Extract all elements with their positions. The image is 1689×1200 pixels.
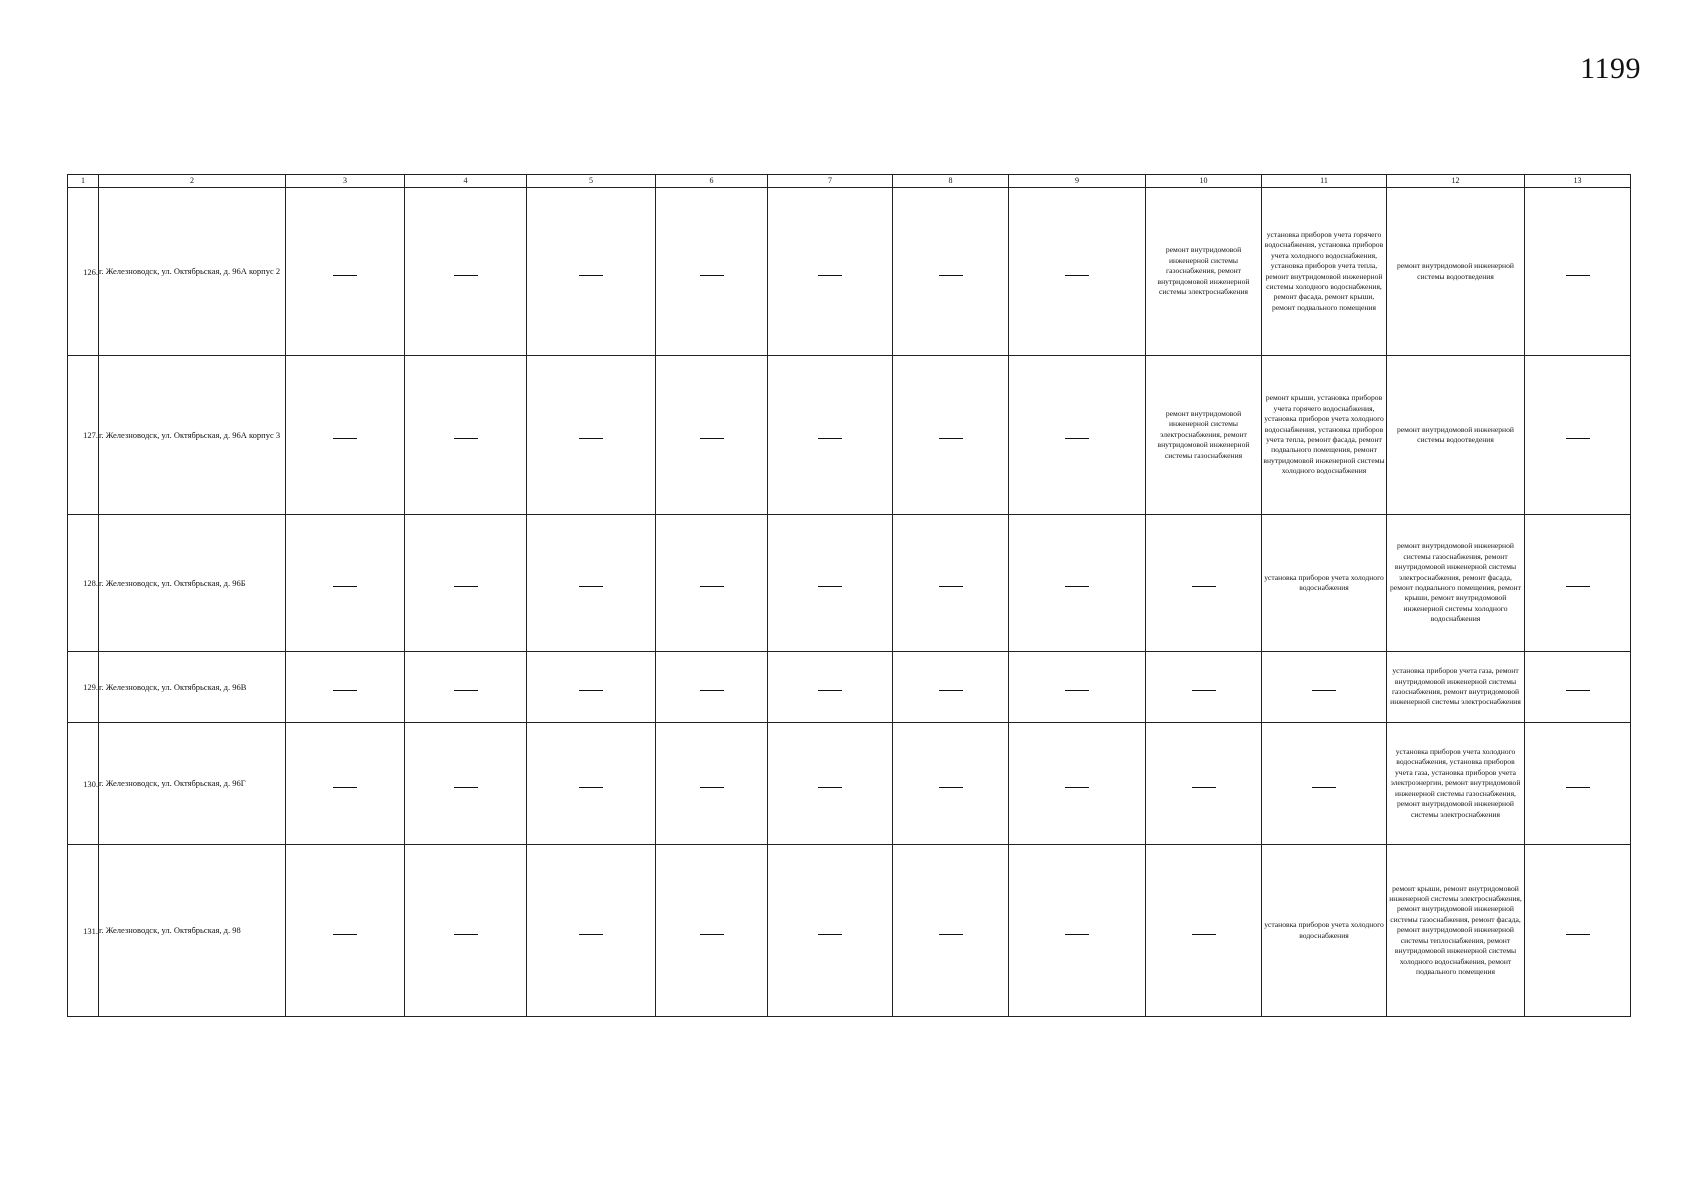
dash-mark bbox=[700, 586, 724, 587]
dash-mark bbox=[1312, 690, 1336, 691]
empty-cell bbox=[286, 845, 405, 1017]
dash-mark bbox=[1566, 586, 1590, 587]
dash-mark bbox=[1566, 934, 1590, 935]
table-row bbox=[68, 188, 1631, 356]
column-number-cell: 13 bbox=[1525, 175, 1631, 188]
dash-mark bbox=[939, 934, 963, 935]
address-cell: г. Железноводск, ул. Октябрьская, д. 96В bbox=[99, 652, 286, 723]
empty-cell bbox=[1262, 723, 1387, 845]
empty-cell bbox=[893, 845, 1009, 1017]
dash-mark bbox=[579, 690, 603, 691]
empty-cell bbox=[1009, 845, 1146, 1017]
dash-mark bbox=[1065, 787, 1089, 788]
empty-cell bbox=[768, 515, 893, 652]
dash-mark bbox=[454, 690, 478, 691]
empty-cell bbox=[286, 652, 405, 723]
empty-cell bbox=[893, 356, 1009, 515]
empty-cell bbox=[1146, 652, 1262, 723]
column-number-cell: 12 bbox=[1387, 175, 1525, 188]
empty-cell bbox=[527, 515, 656, 652]
works-cell-col12: установка приборов учета газа, ремонт внутридомовой инженерной системы газоснабжения, ремонт внутридомовой инженерной системы электроснабжения bbox=[1387, 652, 1525, 723]
column-number-cell: 9 bbox=[1009, 175, 1146, 188]
empty-cell bbox=[893, 515, 1009, 652]
empty-cell bbox=[1525, 515, 1631, 652]
works-cell-col11: ремонт крыши, установка приборов учета горячего водоснабжения, установка приборов учета холодного водоснабжения, установка приборов учета тепла, ремонт фасада, ремонт подвального помещения, ремонт внутридомовой инженерной системы холодного водоснабжения bbox=[1262, 356, 1387, 515]
row-number: 131. bbox=[68, 845, 99, 1017]
empty-cell bbox=[527, 356, 656, 515]
works-cell-col12: ремонт внутридомовой инженерной системы водоотведения bbox=[1387, 188, 1525, 356]
dash-mark bbox=[454, 586, 478, 587]
empty-cell bbox=[405, 188, 527, 356]
table-row bbox=[68, 723, 1631, 845]
column-number-cell: 3 bbox=[286, 175, 405, 188]
dash-mark bbox=[818, 690, 842, 691]
empty-cell bbox=[527, 723, 656, 845]
table-row bbox=[68, 515, 1631, 652]
column-number-cell: 5 bbox=[527, 175, 656, 188]
dash-mark bbox=[700, 934, 724, 935]
dash-mark bbox=[1192, 787, 1216, 788]
dash-mark bbox=[454, 787, 478, 788]
dash-mark bbox=[1192, 934, 1216, 935]
works-cell-col10: ремонт внутридомовой инженерной системы электроснабжения, ремонт внутридомовой инженерной системы газоснабжения bbox=[1146, 356, 1262, 515]
dash-mark bbox=[454, 934, 478, 935]
empty-cell bbox=[1146, 845, 1262, 1017]
dash-mark bbox=[939, 586, 963, 587]
table-row bbox=[68, 356, 1631, 515]
empty-cell bbox=[1525, 356, 1631, 515]
row-number: 128. bbox=[68, 515, 99, 652]
empty-cell bbox=[1525, 188, 1631, 356]
dash-mark bbox=[579, 275, 603, 276]
empty-cell bbox=[527, 652, 656, 723]
empty-cell bbox=[405, 723, 527, 845]
empty-cell bbox=[1525, 723, 1631, 845]
empty-cell bbox=[1009, 188, 1146, 356]
dash-mark bbox=[939, 690, 963, 691]
row-number: 130. bbox=[68, 723, 99, 845]
empty-cell bbox=[1525, 845, 1631, 1017]
dash-mark bbox=[1065, 438, 1089, 439]
column-number-cell: 11 bbox=[1262, 175, 1387, 188]
empty-cell bbox=[1146, 723, 1262, 845]
column-number-cell: 4 bbox=[405, 175, 527, 188]
empty-cell bbox=[768, 845, 893, 1017]
empty-cell bbox=[656, 515, 768, 652]
column-number-cell: 10 bbox=[1146, 175, 1262, 188]
empty-cell bbox=[893, 652, 1009, 723]
dash-mark bbox=[333, 275, 357, 276]
empty-cell bbox=[768, 652, 893, 723]
address-cell: г. Железноводск, ул. Октябрьская, д. 96А корпус 3 bbox=[99, 356, 286, 515]
dash-mark bbox=[579, 586, 603, 587]
empty-cell bbox=[656, 723, 768, 845]
column-number-cell: 1 bbox=[68, 175, 99, 188]
empty-cell bbox=[286, 515, 405, 652]
empty-cell bbox=[1009, 723, 1146, 845]
empty-cell bbox=[656, 356, 768, 515]
dash-mark bbox=[333, 586, 357, 587]
dash-mark bbox=[818, 586, 842, 587]
row-number: 129. bbox=[68, 652, 99, 723]
row-number: 126. bbox=[68, 188, 99, 356]
empty-cell bbox=[768, 356, 893, 515]
dash-mark bbox=[579, 934, 603, 935]
dash-mark bbox=[454, 438, 478, 439]
empty-cell bbox=[286, 188, 405, 356]
empty-cell bbox=[1146, 515, 1262, 652]
dash-mark bbox=[818, 934, 842, 935]
dash-mark bbox=[700, 438, 724, 439]
dash-mark bbox=[939, 438, 963, 439]
empty-cell bbox=[768, 723, 893, 845]
works-cell-col12: ремонт крыши, ремонт внутридомовой инженерной системы электроснабжения, ремонт внутридомовой инженерной системы газоснабжения, ремонт фасада, ремонт внутридомовой инженерной системы теплоснабжения, ремонт внутридомовой инженерной системы холодного водоснабжения, ремонт подвального помещения bbox=[1387, 845, 1525, 1017]
works-cell-col12: ремонт внутридомовой инженерной системы газоснабжения, ремонт внутридомовой инженерной системы электроснабжения, ремонт фасада, ремонт подвального помещения, ремонт крыши, ремонт внутридомовой инженерной системы холодного водоснабжения bbox=[1387, 515, 1525, 652]
dash-mark bbox=[818, 438, 842, 439]
dash-mark bbox=[1192, 586, 1216, 587]
empty-cell bbox=[656, 652, 768, 723]
empty-cell bbox=[527, 188, 656, 356]
empty-cell bbox=[286, 723, 405, 845]
empty-cell bbox=[405, 845, 527, 1017]
dash-mark bbox=[454, 275, 478, 276]
dash-mark bbox=[700, 690, 724, 691]
column-number-cell: 6 bbox=[656, 175, 768, 188]
page-number: 1199 bbox=[1580, 52, 1641, 85]
table-row bbox=[68, 652, 1631, 723]
dash-mark bbox=[1312, 787, 1336, 788]
empty-cell bbox=[405, 356, 527, 515]
dash-mark bbox=[700, 275, 724, 276]
dash-mark bbox=[333, 690, 357, 691]
dash-mark bbox=[1192, 690, 1216, 691]
dash-mark bbox=[579, 787, 603, 788]
dash-mark bbox=[1065, 934, 1089, 935]
works-cell-col11: установка приборов учета горячего водоснабжения, установка приборов учета холодного водоснабжения, установка приборов учета тепла, ремонт внутридомовой инженерной системы холодного водоснабжения, ремонт фасада, ремонт крыши, ремонт подвального помещения bbox=[1262, 188, 1387, 356]
dash-mark bbox=[1065, 586, 1089, 587]
empty-cell bbox=[656, 845, 768, 1017]
empty-cell bbox=[1009, 652, 1146, 723]
dash-mark bbox=[1566, 275, 1590, 276]
address-cell: г. Железноводск, ул. Октябрьская, д. 98 bbox=[99, 845, 286, 1017]
dash-mark bbox=[1566, 690, 1590, 691]
dash-mark bbox=[333, 934, 357, 935]
dash-mark bbox=[333, 438, 357, 439]
dash-mark bbox=[939, 787, 963, 788]
works-cell-col12: ремонт внутридомовой инженерной системы водоотведения bbox=[1387, 356, 1525, 515]
empty-cell bbox=[405, 652, 527, 723]
column-number-cell: 8 bbox=[893, 175, 1009, 188]
works-cell-col12: установка приборов учета холодного водоснабжения, установка приборов учета газа, установка приборов учета электроэнергии, ремонт внутридомовой инженерной системы газоснабжения, ремонт внутридомовой инженерной системы электроснабжения bbox=[1387, 723, 1525, 845]
empty-cell bbox=[1525, 652, 1631, 723]
dash-mark bbox=[939, 275, 963, 276]
address-cell: г. Железноводск, ул. Октябрьская, д. 96Б bbox=[99, 515, 286, 652]
address-cell: г. Железноводск, ул. Октябрьская, д. 96А корпус 2 bbox=[99, 188, 286, 356]
dash-mark bbox=[579, 438, 603, 439]
empty-cell bbox=[286, 356, 405, 515]
works-cell-col10: ремонт внутридомовой инженерной системы газоснабжения, ремонт внутридомовой инженерной системы электроснабжения bbox=[1146, 188, 1262, 356]
dash-mark bbox=[1065, 690, 1089, 691]
dash-mark bbox=[700, 787, 724, 788]
dash-mark bbox=[1065, 275, 1089, 276]
row-number: 127. bbox=[68, 356, 99, 515]
empty-cell bbox=[893, 188, 1009, 356]
address-cell: г. Железноводск, ул. Октябрьская, д. 96Г bbox=[99, 723, 286, 845]
dash-mark bbox=[1566, 787, 1590, 788]
empty-cell bbox=[893, 723, 1009, 845]
works-cell-col11: установка приборов учета холодного водоснабжения bbox=[1262, 845, 1387, 1017]
empty-cell bbox=[1262, 652, 1387, 723]
table-body bbox=[68, 188, 1631, 1017]
dash-mark bbox=[818, 787, 842, 788]
dash-mark bbox=[1566, 438, 1590, 439]
works-cell-col11: установка приборов учета холодного водоснабжения bbox=[1262, 515, 1387, 652]
empty-cell bbox=[527, 845, 656, 1017]
empty-cell bbox=[405, 515, 527, 652]
empty-cell bbox=[1009, 356, 1146, 515]
repair-schedule-table bbox=[67, 174, 1631, 1017]
column-number-row bbox=[68, 175, 1631, 188]
table-row bbox=[68, 845, 1631, 1017]
column-number-cell: 7 bbox=[768, 175, 893, 188]
empty-cell bbox=[768, 188, 893, 356]
dash-mark bbox=[333, 787, 357, 788]
column-number-cell: 2 bbox=[99, 175, 286, 188]
dash-mark bbox=[818, 275, 842, 276]
empty-cell bbox=[656, 188, 768, 356]
empty-cell bbox=[1009, 515, 1146, 652]
